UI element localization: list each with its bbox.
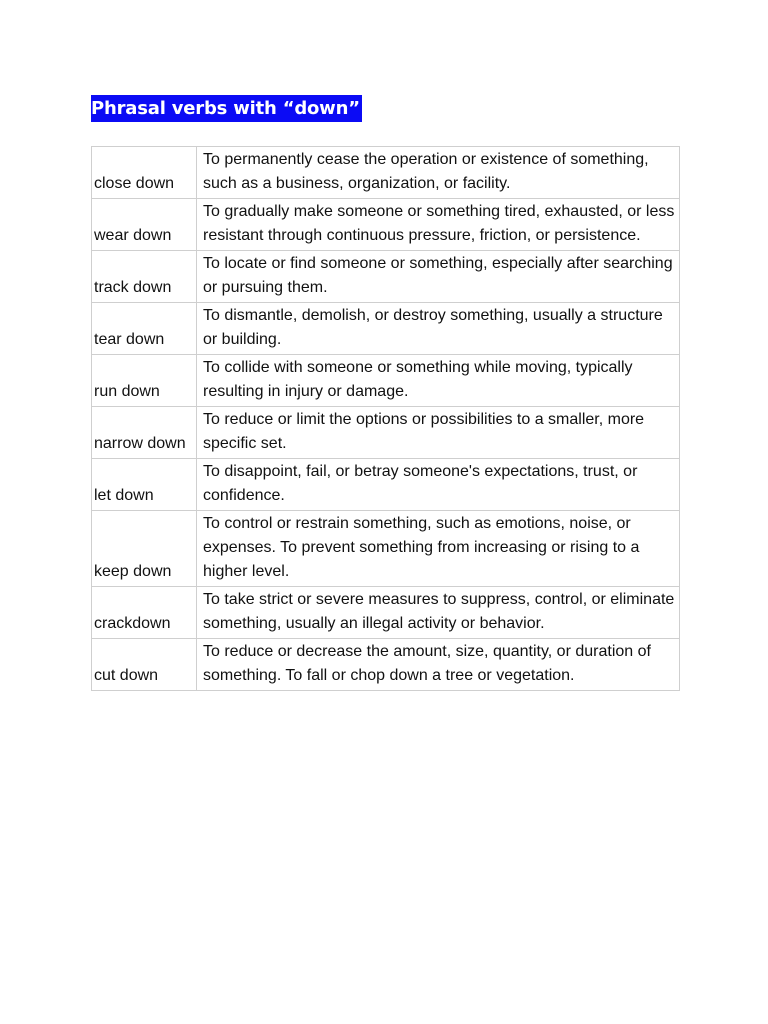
- verb-term: wear down: [92, 199, 197, 251]
- verb-term: crackdown: [92, 587, 197, 639]
- verb-definition: To disappoint, fail, or betray someone's expectations, trust, or confidence.: [197, 459, 680, 511]
- verb-definition: To take strict or severe measures to suppress, control, or eliminate something, usually an illegal activity or behavior.: [197, 587, 680, 639]
- verb-definition: To reduce or decrease the amount, size, quantity, or duration of something. To fall or chop down a tree or vegetation.: [197, 639, 680, 691]
- table-row: [92, 355, 680, 407]
- verb-term: run down: [92, 355, 197, 407]
- verb-term: narrow down: [92, 407, 197, 459]
- table-row: [92, 407, 680, 459]
- verb-term: keep down: [92, 511, 197, 587]
- verb-term: tear down: [92, 303, 197, 355]
- table-row: [92, 639, 680, 691]
- verb-term: close down: [92, 147, 197, 199]
- table-row: [92, 251, 680, 303]
- page-title: Phrasal verbs with “down”: [91, 95, 362, 122]
- verb-definition: To locate or find someone or something, especially after searching or pursuing them.: [197, 251, 680, 303]
- table-row: [92, 459, 680, 511]
- verb-definition: To reduce or limit the options or possibilities to a smaller, more specific set.: [197, 407, 680, 459]
- verb-definition: To gradually make someone or something tired, exhausted, or less resistant through continuous pressure, friction, or persistence.: [197, 199, 680, 251]
- verb-definition: To permanently cease the operation or existence of something, such as a business, organization, or facility.: [197, 147, 680, 199]
- verb-definition: To dismantle, demolish, or destroy something, usually a structure or building.: [197, 303, 680, 355]
- table-row: [92, 511, 680, 587]
- verb-term: cut down: [92, 639, 197, 691]
- verb-term: track down: [92, 251, 197, 303]
- verb-term: let down: [92, 459, 197, 511]
- table-row: [92, 147, 680, 199]
- phrasal-verbs-table: [91, 146, 680, 691]
- verb-definition: To collide with someone or something while moving, typically resulting in injury or damage.: [197, 355, 680, 407]
- table-row: [92, 199, 680, 251]
- verb-definition: To control or restrain something, such as emotions, noise, or expenses. To prevent something from increasing or rising to a higher level.: [197, 511, 680, 587]
- table-row: [92, 587, 680, 639]
- table-row: [92, 303, 680, 355]
